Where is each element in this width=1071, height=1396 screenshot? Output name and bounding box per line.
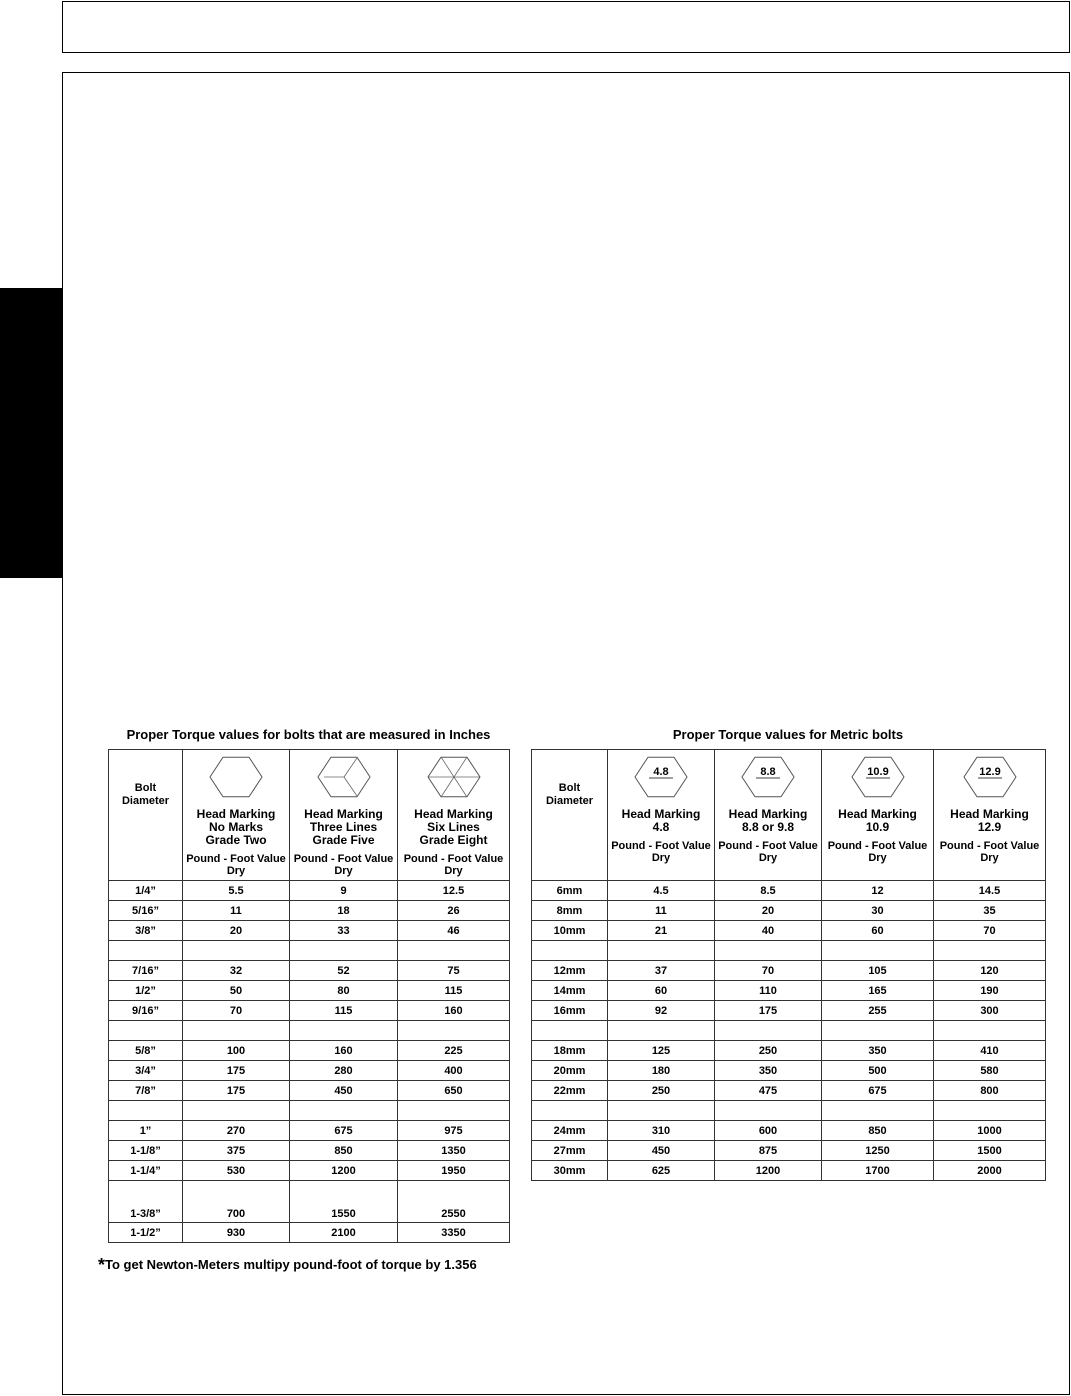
torque-value-cell: 110	[715, 981, 822, 1001]
grade-header-3	[934, 750, 1046, 881]
table-row	[109, 921, 510, 941]
table-row	[109, 901, 510, 921]
torque-value-cell: 175	[183, 1061, 290, 1081]
torque-value-cell: 5.5	[183, 881, 290, 901]
newton-meter-footnote	[98, 1255, 477, 1276]
head-marking-line: Head Marking	[414, 807, 493, 821]
head-marking-line: 12.9	[977, 820, 1002, 834]
unit-label: Dry	[758, 852, 778, 864]
spacer-row	[532, 1021, 1046, 1041]
torque-value-cell: 250	[715, 1041, 822, 1061]
footnote-asterisk: *	[98, 1255, 106, 1275]
torque-value-cell: 26	[398, 901, 510, 921]
torque-value-cell: 850	[290, 1141, 398, 1161]
bolt-size-cell: 1”	[109, 1121, 183, 1141]
torque-value-cell: 580	[934, 1061, 1046, 1081]
spacer-row	[532, 941, 1046, 961]
section-tab	[0, 288, 62, 578]
head-marking-line: Head Marking	[838, 807, 917, 821]
head-marking-line: Head Marking	[196, 807, 276, 821]
torque-value-cell: 115	[290, 1001, 398, 1021]
head-marking-line: Head Marking	[304, 807, 383, 821]
bolt-size-cell	[532, 1021, 608, 1041]
table-row	[109, 961, 510, 981]
torque-value-cell: 46	[398, 921, 510, 941]
unit-label: Dry	[651, 852, 671, 864]
bolt-size-cell	[109, 1101, 183, 1121]
head-marking-line: Head Marking	[621, 807, 701, 821]
bolt-size-cell: 3/4”	[109, 1061, 183, 1081]
bolt-header-line: Diameter	[545, 795, 594, 807]
table-row	[532, 1041, 1046, 1061]
torque-value-cell: 100	[183, 1041, 290, 1061]
head-marking-line: 4.8	[652, 820, 670, 834]
head-marking-line: Head Marking	[728, 807, 808, 821]
grade-header-0	[608, 750, 715, 881]
torque-value-cell: 255	[822, 1001, 934, 1021]
torque-value-cell	[398, 941, 510, 961]
table-row	[109, 1121, 510, 1141]
hex-grade-label: 4.8	[653, 766, 669, 778]
unit-label: Pound - Foot Value	[939, 840, 1040, 852]
torque-value-cell: 2000	[934, 1161, 1046, 1181]
bolt-size-cell: 27mm	[532, 1141, 608, 1161]
torque-value-cell: 70	[715, 961, 822, 981]
bolt-size-cell: 6mm	[532, 881, 608, 901]
torque-value-cell: 450	[608, 1141, 715, 1161]
torque-value-cell: 1350	[398, 1141, 510, 1161]
torque-value-cell	[398, 1021, 510, 1041]
torque-value-cell	[183, 1021, 290, 1041]
unit-label: Pound - Foot Value	[611, 840, 711, 852]
table-row	[532, 961, 1046, 981]
torque-value-cell: 175	[183, 1081, 290, 1101]
grade-header-0	[183, 750, 290, 881]
metric-torque-table	[531, 749, 1046, 1181]
head-marking-line: Six Lines	[427, 820, 480, 834]
torque-value-cell: 625	[608, 1161, 715, 1181]
torque-value-cell: 450	[290, 1081, 398, 1101]
table-header-row	[109, 750, 510, 881]
bolt-size-cell	[109, 941, 183, 961]
torque-value-cell: 12	[822, 881, 934, 901]
torque-value-cell: 500	[822, 1061, 934, 1081]
torque-value-cell	[934, 1101, 1046, 1121]
torque-value-cell: 9	[290, 881, 398, 901]
spacer-row	[109, 1021, 510, 1041]
torque-value-cell: 400	[398, 1061, 510, 1081]
head-marking-line: 8.8 or 9.8	[741, 820, 795, 834]
torque-value-cell	[290, 1101, 398, 1121]
torque-value-cell	[822, 1021, 934, 1041]
bolt-size-cell	[109, 1021, 183, 1041]
table-row	[109, 881, 510, 901]
torque-value-cell: 850	[822, 1121, 934, 1141]
inch-table-caption: Proper Torque values for bolts that are measured in Inches	[126, 727, 491, 742]
head-marking-line: 10.9	[865, 820, 890, 834]
table-row	[109, 1001, 510, 1021]
hex-10-9-icon	[850, 752, 906, 802]
torque-value-cell: 675	[290, 1121, 398, 1141]
head-marking-line: No Marks	[208, 820, 264, 834]
spacer-row	[109, 1101, 510, 1121]
spacer-row	[109, 941, 510, 961]
torque-value-cell: 930	[183, 1223, 290, 1243]
header-frame	[62, 1, 1070, 53]
torque-value-cell	[608, 1021, 715, 1041]
torque-value-cell	[715, 1021, 822, 1041]
torque-value-cell: 300	[934, 1001, 1046, 1021]
unit-label: Pound - Foot Value	[186, 853, 286, 865]
table-row	[109, 1181, 510, 1223]
table-row	[109, 1081, 510, 1101]
footnote-text: To get Newton-Meters multipy pound-foot of torque by 1.356	[105, 1257, 477, 1272]
hex-grade-label: 12.9	[978, 766, 1001, 778]
torque-value-cell: 32	[183, 961, 290, 981]
torque-value-cell	[934, 1021, 1046, 1041]
table-row	[532, 1001, 1046, 1021]
torque-value-cell: 18	[290, 901, 398, 921]
torque-value-cell: 160	[398, 1001, 510, 1021]
torque-value-cell: 250	[608, 1081, 715, 1101]
torque-value-cell: 280	[290, 1061, 398, 1081]
unit-label: Pound - Foot Value	[403, 853, 504, 865]
bolt-size-cell: 1-1/8”	[109, 1141, 183, 1161]
torque-value-cell: 75	[398, 961, 510, 981]
torque-value-cell: 20	[715, 901, 822, 921]
bolt-header-line: Diameter	[121, 795, 170, 807]
head-marking-line: Grade Two	[205, 833, 267, 847]
torque-value-cell: 650	[398, 1081, 510, 1101]
bolt-size-cell: 10mm	[532, 921, 608, 941]
torque-value-cell: 350	[822, 1041, 934, 1061]
table-row	[532, 981, 1046, 1001]
table-row	[532, 1081, 1046, 1101]
torque-value-cell: 8.5	[715, 881, 822, 901]
spacer-row	[532, 1101, 1046, 1121]
bolt-size-cell: 22mm	[532, 1081, 608, 1101]
bolt-size-cell	[532, 941, 608, 961]
metric-table-caption: Proper Torque values for Metric bolts	[672, 727, 904, 742]
torque-value-cell	[934, 941, 1046, 961]
torque-value-cell: 20	[183, 921, 290, 941]
torque-value-cell: 225	[398, 1041, 510, 1061]
torque-value-cell: 52	[290, 961, 398, 981]
torque-value-cell: 410	[934, 1041, 1046, 1061]
torque-value-cell: 310	[608, 1121, 715, 1141]
bolt-size-cell: 1-1/4”	[109, 1161, 183, 1181]
table-row	[532, 1141, 1046, 1161]
torque-value-cell: 14.5	[934, 881, 1046, 901]
torque-value-cell: 12.5	[398, 881, 510, 901]
bolt-size-cell: 3/8”	[109, 921, 183, 941]
torque-value-cell: 11	[608, 901, 715, 921]
bolt-size-cell: 18mm	[532, 1041, 608, 1061]
torque-value-cell: 37	[608, 961, 715, 981]
table-row	[532, 921, 1046, 941]
torque-value-cell: 21	[608, 921, 715, 941]
torque-value-cell	[715, 941, 822, 961]
bolt-size-cell: 1/2”	[109, 981, 183, 1001]
torque-value-cell: 350	[715, 1061, 822, 1081]
torque-value-cell: 600	[715, 1121, 822, 1141]
torque-value-cell: 1200	[290, 1161, 398, 1181]
hex-three-lines-icon	[316, 752, 372, 802]
torque-value-cell: 175	[715, 1001, 822, 1021]
torque-value-cell: 70	[934, 921, 1046, 941]
bolt-size-cell: 7/16”	[109, 961, 183, 981]
torque-value-cell: 475	[715, 1081, 822, 1101]
bolt-diameter-header	[532, 750, 608, 881]
table-row	[532, 1161, 1046, 1181]
torque-value-cell: 3350	[398, 1223, 510, 1243]
torque-value-cell	[608, 941, 715, 961]
table-row	[109, 1223, 510, 1243]
torque-value-cell: 1200	[715, 1161, 822, 1181]
torque-value-cell: 1700	[822, 1161, 934, 1181]
torque-value-cell: 1000	[934, 1121, 1046, 1141]
hex-grade-label: 8.8	[760, 766, 776, 778]
grade-header-2	[822, 750, 934, 881]
inch-torque-table	[108, 749, 510, 1243]
hex-no-marks-icon	[208, 752, 264, 802]
bolt-size-cell: 5/8”	[109, 1041, 183, 1061]
hex-4-8-icon	[633, 752, 689, 802]
bolt-size-cell: 1/4”	[109, 881, 183, 901]
unit-label: Pound - Foot Value	[293, 853, 394, 865]
bolt-size-cell: 8mm	[532, 901, 608, 921]
bolt-size-cell: 20mm	[532, 1061, 608, 1081]
torque-value-cell	[822, 1101, 934, 1121]
torque-value-cell: 530	[183, 1161, 290, 1181]
torque-value-cell: 270	[183, 1121, 290, 1141]
torque-value-cell: 92	[608, 1001, 715, 1021]
torque-value-cell	[822, 941, 934, 961]
torque-value-cell: 975	[398, 1121, 510, 1141]
unit-label: Pound - Foot Value	[827, 840, 928, 852]
bolt-size-cell: 1-3/8”	[109, 1181, 183, 1223]
torque-value-cell: 1550	[290, 1181, 398, 1223]
torque-value-cell: 40	[715, 921, 822, 941]
bolt-size-cell: 7/8”	[109, 1081, 183, 1101]
unit-label: Dry	[334, 865, 353, 877]
bolt-size-cell: 1-1/2”	[109, 1223, 183, 1243]
torque-value-cell: 125	[608, 1041, 715, 1061]
grade-header-1	[715, 750, 822, 881]
table-row	[109, 1161, 510, 1181]
torque-value-cell	[290, 941, 398, 961]
torque-value-cell	[608, 1101, 715, 1121]
bolt-header-line: Bolt	[558, 782, 581, 794]
torque-value-cell: 70	[183, 1001, 290, 1021]
table-row	[532, 1121, 1046, 1141]
bolt-size-cell: 5/16”	[109, 901, 183, 921]
bolt-size-cell: 24mm	[532, 1121, 608, 1141]
table-row	[109, 1141, 510, 1161]
torque-value-cell	[290, 1021, 398, 1041]
torque-value-cell: 190	[934, 981, 1046, 1001]
torque-value-cell: 1250	[822, 1141, 934, 1161]
hex-8-8-icon	[740, 752, 796, 802]
grade-header-1	[290, 750, 398, 881]
table-row	[109, 1041, 510, 1061]
bolt-size-cell	[532, 1101, 608, 1121]
table-row	[532, 881, 1046, 901]
torque-value-cell: 1950	[398, 1161, 510, 1181]
torque-value-cell: 1500	[934, 1141, 1046, 1161]
torque-value-cell: 165	[822, 981, 934, 1001]
bolt-size-cell: 14mm	[532, 981, 608, 1001]
torque-value-cell: 375	[183, 1141, 290, 1161]
bolt-size-cell: 30mm	[532, 1161, 608, 1181]
torque-value-cell: 60	[608, 981, 715, 1001]
torque-value-cell	[398, 1101, 510, 1121]
bolt-size-cell: 9/16”	[109, 1001, 183, 1021]
torque-value-cell: 33	[290, 921, 398, 941]
head-marking-line: Grade Five	[312, 833, 375, 847]
table-row	[532, 1061, 1046, 1081]
torque-value-cell: 2100	[290, 1223, 398, 1243]
hex-12-9-icon	[962, 752, 1018, 802]
bolt-size-cell: 12mm	[532, 961, 608, 981]
torque-value-cell: 120	[934, 961, 1046, 981]
torque-value-cell	[183, 941, 290, 961]
unit-label: Dry	[980, 852, 999, 864]
torque-value-cell: 30	[822, 901, 934, 921]
table-row	[109, 981, 510, 1001]
torque-value-cell	[715, 1101, 822, 1121]
bolt-header-line: Bolt	[134, 782, 157, 794]
grade-header-2	[398, 750, 510, 881]
torque-value-cell: 875	[715, 1141, 822, 1161]
torque-value-cell: 180	[608, 1061, 715, 1081]
head-marking-line: Three Lines	[309, 820, 378, 834]
torque-value-cell: 4.5	[608, 881, 715, 901]
unit-label: Dry	[444, 865, 463, 877]
torque-value-cell: 2550	[398, 1181, 510, 1223]
table-row	[532, 901, 1046, 921]
torque-value-cell: 675	[822, 1081, 934, 1101]
hex-grade-label: 10.9	[866, 766, 889, 778]
torque-value-cell: 105	[822, 961, 934, 981]
torque-value-cell: 115	[398, 981, 510, 1001]
torque-value-cell: 60	[822, 921, 934, 941]
head-marking-line: Grade Eight	[419, 833, 488, 847]
table-row	[109, 1061, 510, 1081]
torque-value-cell: 80	[290, 981, 398, 1001]
table-header-row	[532, 750, 1046, 881]
bolt-size-cell: 16mm	[532, 1001, 608, 1021]
bolt-diameter-header	[109, 750, 183, 881]
torque-value-cell: 50	[183, 981, 290, 1001]
torque-value-cell: 160	[290, 1041, 398, 1061]
hex-six-lines-icon	[426, 752, 482, 802]
head-marking-line: Head Marking	[950, 807, 1029, 821]
torque-value-cell: 35	[934, 901, 1046, 921]
unit-label: Dry	[868, 852, 887, 864]
torque-value-cell: 700	[183, 1181, 290, 1223]
torque-value-cell: 800	[934, 1081, 1046, 1101]
torque-value-cell: 11	[183, 901, 290, 921]
unit-label: Dry	[226, 865, 246, 877]
torque-value-cell	[183, 1101, 290, 1121]
unit-label: Pound - Foot Value	[718, 840, 818, 852]
